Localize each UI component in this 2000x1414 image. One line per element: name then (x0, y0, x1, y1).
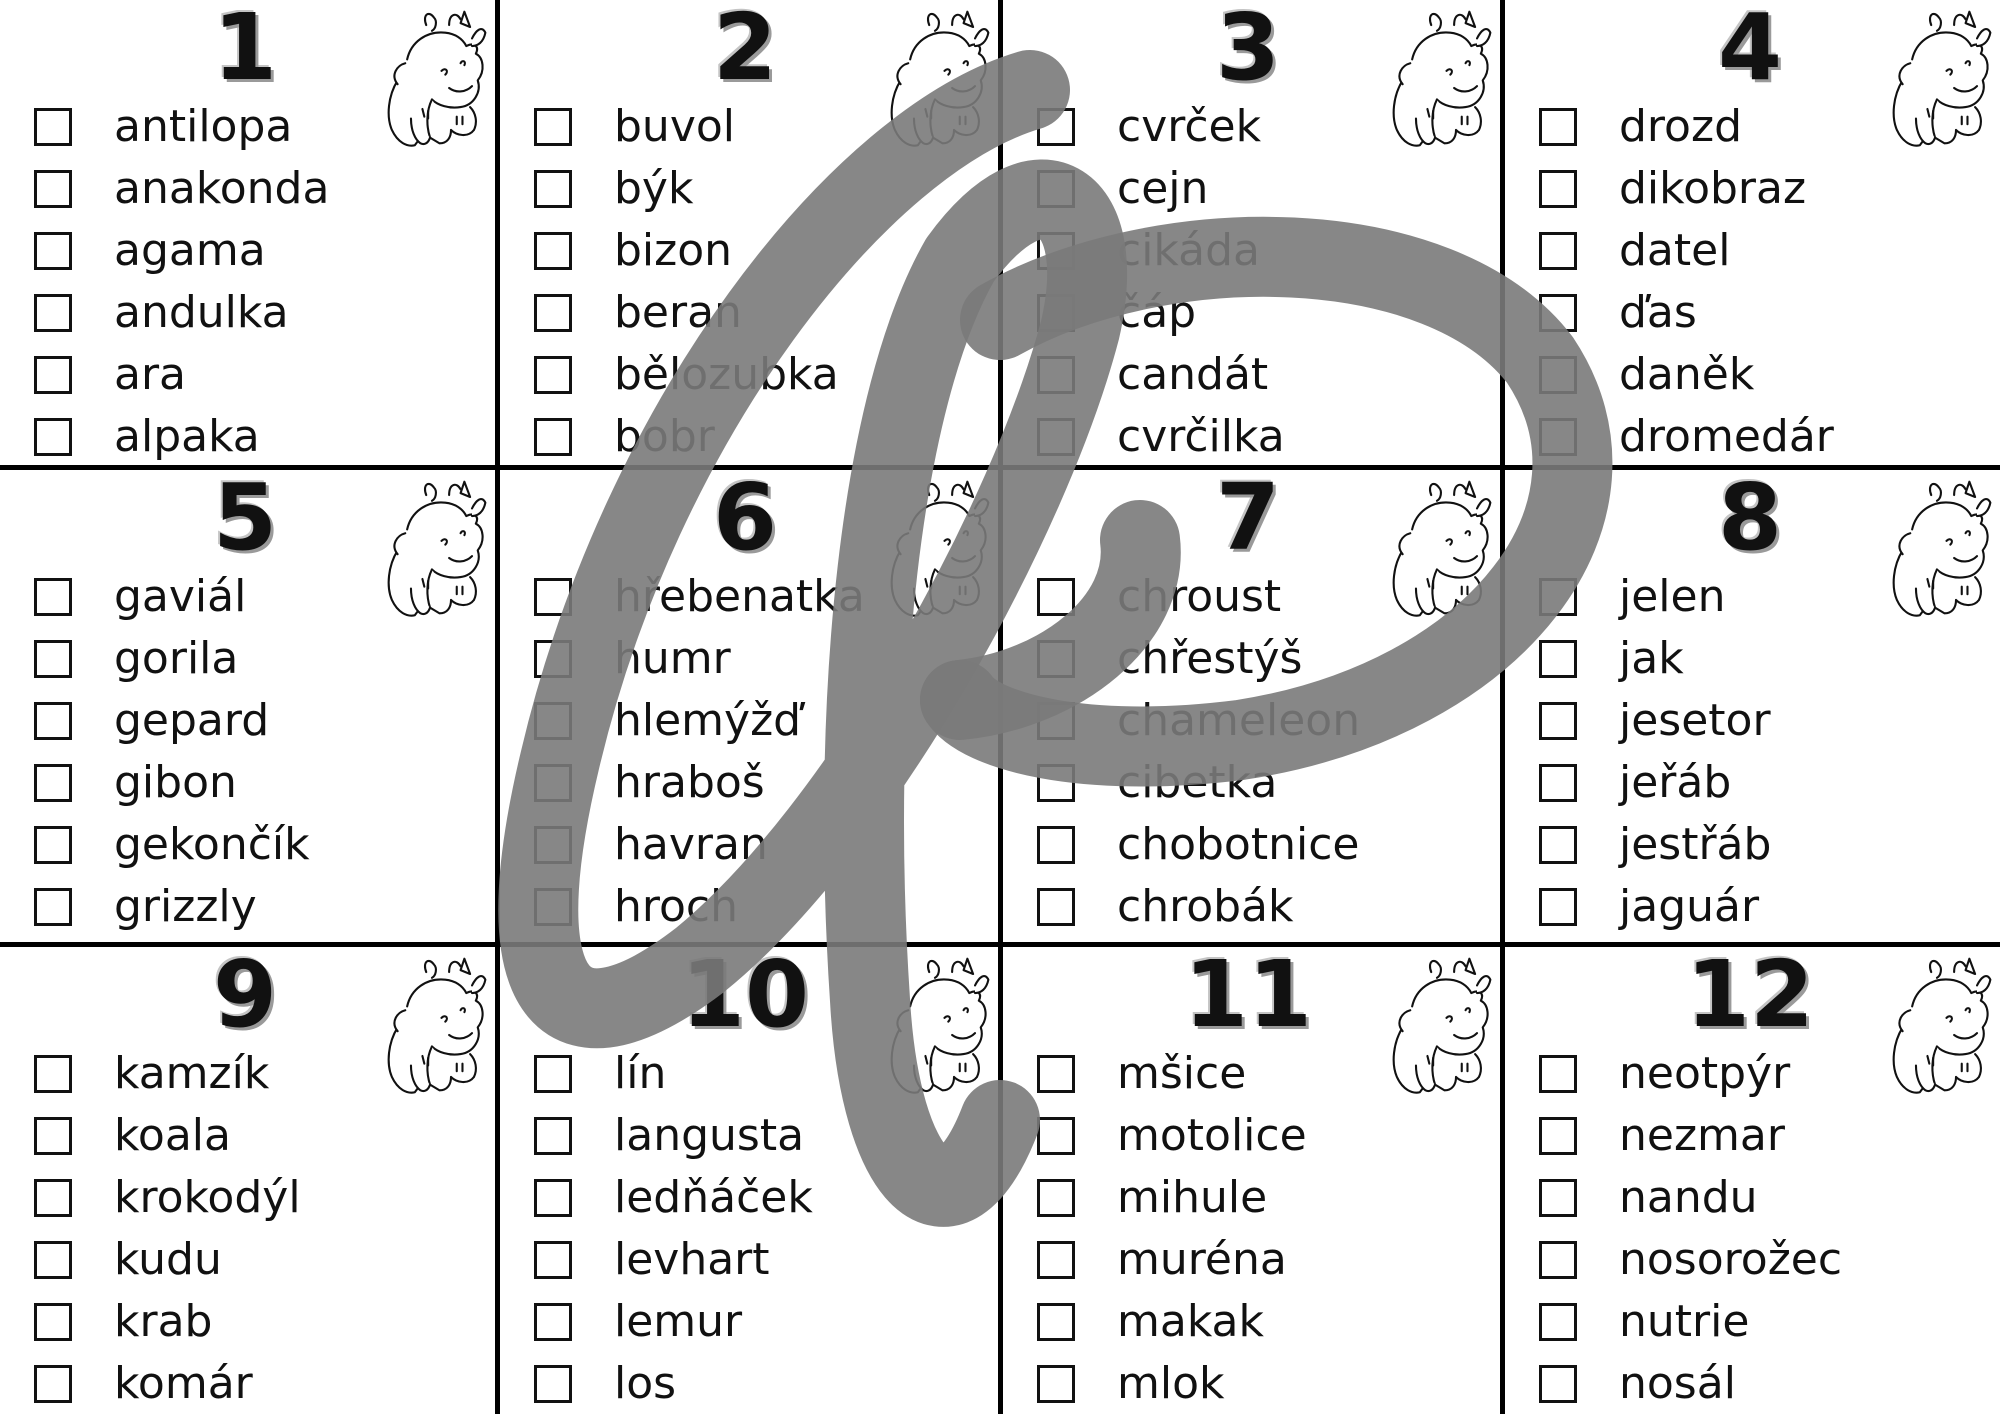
animal-name: chrobák (1117, 881, 1294, 932)
checkbox[interactable] (34, 764, 72, 802)
checkbox[interactable] (534, 1365, 572, 1403)
list-item (534, 814, 865, 876)
checkbox[interactable] (1539, 1365, 1577, 1403)
animal-name: koala (114, 1110, 231, 1161)
animal-name: chobotnice (1117, 819, 1360, 870)
animal-name: dromedár (1619, 411, 1834, 462)
list-item (1037, 96, 1285, 158)
checkbox[interactable] (1037, 1365, 1075, 1403)
group-number: 12 (1685, 947, 1815, 1048)
checkbox[interactable] (1539, 1055, 1577, 1093)
animal-name: hlemýžď (614, 695, 802, 746)
list-item (34, 282, 329, 344)
animal-name: gibon (114, 757, 237, 808)
word-list (1539, 566, 1771, 938)
checkbox[interactable] (34, 702, 72, 740)
checkbox[interactable] (34, 1365, 72, 1403)
list-item (1539, 220, 1834, 282)
list-item (534, 158, 839, 220)
animal-name: gekončík (114, 819, 310, 870)
list-item (1539, 690, 1771, 752)
letter-group-9 (0, 947, 500, 1414)
checkbox[interactable] (1037, 170, 1075, 208)
word-list (1037, 1043, 1307, 1414)
rhino-icon (872, 949, 996, 1101)
group-number: 5 (212, 470, 277, 571)
checkbox[interactable] (1539, 170, 1577, 208)
list-item (1539, 158, 1834, 220)
animal-name: cvrčilka (1117, 411, 1285, 462)
animal-name: krokodýl (114, 1172, 301, 1223)
word-list (534, 1043, 813, 1414)
animal-name: andulka (114, 287, 289, 338)
checkbox[interactable] (1037, 888, 1075, 926)
checkbox[interactable] (534, 294, 572, 332)
animal-name: čáp (1117, 287, 1197, 338)
letter-group-3 (1003, 0, 1505, 470)
letter-group-4 (1505, 0, 2000, 470)
checkbox[interactable] (534, 170, 572, 208)
list-item (34, 814, 310, 876)
group-number: 2 (712, 0, 777, 101)
checkbox[interactable] (534, 418, 572, 456)
checkbox[interactable] (1037, 1055, 1075, 1093)
animal-name: jelen (1619, 571, 1726, 622)
checkbox[interactable] (1539, 294, 1577, 332)
group-number: 7 (1215, 470, 1280, 571)
list-item (1539, 566, 1771, 628)
list-item (534, 876, 865, 938)
letter-group-8 (1505, 470, 2000, 947)
checkbox[interactable] (34, 640, 72, 678)
list-item (534, 344, 839, 406)
list-item (34, 566, 310, 628)
group-number: 3 (1215, 0, 1280, 101)
checkbox[interactable] (534, 108, 572, 146)
list-item (1539, 1105, 1842, 1167)
checkbox[interactable] (534, 1303, 572, 1341)
group-number: 9 (212, 947, 277, 1048)
group-number: 1 (212, 0, 277, 101)
rhino-icon (1374, 2, 1498, 154)
checkbox[interactable] (1539, 232, 1577, 270)
list-item (34, 1229, 301, 1291)
checkbox[interactable] (534, 702, 572, 740)
list-item (1037, 1167, 1307, 1229)
animal-name: beran (614, 287, 742, 338)
animal-name: mlok (1117, 1358, 1225, 1409)
checkbox[interactable] (34, 170, 72, 208)
list-item (34, 752, 310, 814)
checkbox[interactable] (1037, 108, 1075, 146)
rhino-icon (369, 949, 493, 1101)
list-item (1037, 566, 1360, 628)
checkbox[interactable] (1037, 578, 1075, 616)
checkbox[interactable] (534, 232, 572, 270)
list-item (1037, 220, 1285, 282)
list-item (1539, 96, 1834, 158)
checkbox[interactable] (34, 1303, 72, 1341)
animal-name: cvrček (1117, 101, 1262, 152)
list-item (34, 344, 329, 406)
list-item (1037, 814, 1360, 876)
list-item (1539, 344, 1834, 406)
list-item (534, 1043, 813, 1105)
checkbox[interactable] (1037, 232, 1075, 270)
list-item (534, 1229, 813, 1291)
rhino-icon (872, 2, 996, 154)
rhino-icon (1874, 949, 1998, 1101)
animal-name: jeřáb (1619, 757, 1732, 808)
list-item (534, 1167, 813, 1229)
list-item (1037, 1353, 1307, 1414)
animal-name: buvol (614, 101, 735, 152)
list-item (34, 406, 329, 468)
list-item (34, 690, 310, 752)
rhino-icon (872, 472, 996, 624)
list-item (1539, 1043, 1842, 1105)
animal-name: krab (114, 1296, 213, 1347)
checkbox[interactable] (534, 764, 572, 802)
checkbox[interactable] (34, 1117, 72, 1155)
animal-name: chřestýš (1117, 633, 1303, 684)
checkbox[interactable] (1037, 1117, 1075, 1155)
word-list (1037, 96, 1285, 468)
animal-name: ledňáček (614, 1172, 813, 1223)
checkbox[interactable] (534, 1117, 572, 1155)
list-item (34, 1105, 301, 1167)
checkbox[interactable] (534, 578, 572, 616)
checkbox[interactable] (1037, 702, 1075, 740)
checkbox[interactable] (1539, 888, 1577, 926)
checkbox[interactable] (534, 1179, 572, 1217)
animal-name: daněk (1619, 349, 1755, 400)
rhino-icon (369, 2, 493, 154)
checkbox[interactable] (34, 232, 72, 270)
checkbox[interactable] (534, 1241, 572, 1279)
animal-name: lemur (614, 1296, 743, 1347)
list-item (534, 282, 839, 344)
animal-name: cikáda (1117, 225, 1260, 276)
checkbox[interactable] (1037, 356, 1075, 394)
animal-name: makak (1117, 1296, 1264, 1347)
checkbox[interactable] (1037, 294, 1075, 332)
list-item (1539, 814, 1771, 876)
checkbox[interactable] (34, 1241, 72, 1279)
list-item (1037, 406, 1285, 468)
checkbox[interactable] (1037, 1179, 1075, 1217)
checkbox[interactable] (34, 356, 72, 394)
checkbox[interactable] (534, 1055, 572, 1093)
animal-name: býk (614, 163, 694, 214)
list-item (34, 628, 310, 690)
animal-name: datel (1619, 225, 1731, 276)
list-item (1539, 1229, 1842, 1291)
list-item (534, 406, 839, 468)
list-item (1539, 1167, 1842, 1229)
list-item (1539, 406, 1834, 468)
list-item (534, 1353, 813, 1414)
list-item (1539, 1353, 1842, 1414)
animal-name: komár (114, 1358, 253, 1409)
list-item (1539, 282, 1834, 344)
checkbox[interactable] (34, 826, 72, 864)
animal-name: dikobraz (1619, 163, 1807, 214)
animal-name: antilopa (114, 101, 293, 152)
animal-name: langusta (614, 1110, 805, 1161)
animal-name: bobr (614, 411, 715, 462)
list-item (1037, 1291, 1307, 1353)
animal-name: nezmar (1619, 1110, 1785, 1161)
animal-name: levhart (614, 1234, 770, 1285)
animal-name: agama (114, 225, 266, 276)
word-list (34, 96, 329, 468)
letter-group-5 (0, 470, 500, 947)
animal-name: candát (1117, 349, 1269, 400)
list-item (534, 220, 839, 282)
checkbox[interactable] (1037, 1303, 1075, 1341)
checkbox[interactable] (34, 294, 72, 332)
animal-name: mihule (1117, 1172, 1268, 1223)
checkbox[interactable] (534, 640, 572, 678)
animal-name: jak (1619, 633, 1684, 684)
list-item (1037, 752, 1360, 814)
list-item (1037, 876, 1360, 938)
checkbox[interactable] (1037, 640, 1075, 678)
group-number: 6 (712, 470, 777, 571)
checkbox[interactable] (1539, 1241, 1577, 1279)
list-item (1037, 690, 1360, 752)
group-number: 8 (1717, 470, 1782, 571)
animal-name: kamzík (114, 1048, 270, 1099)
list-item (1037, 1043, 1307, 1105)
list-item (534, 690, 865, 752)
checkbox[interactable] (34, 1055, 72, 1093)
list-item (534, 566, 865, 628)
checkbox[interactable] (34, 578, 72, 616)
word-list (534, 566, 865, 938)
animal-name: hraboš (614, 757, 765, 808)
checkbox[interactable] (534, 356, 572, 394)
list-item (34, 876, 310, 938)
checkbox[interactable] (1539, 1179, 1577, 1217)
list-item (34, 220, 329, 282)
list-item (1037, 628, 1360, 690)
animal-name: jaguár (1619, 881, 1760, 932)
list-item (34, 1043, 301, 1105)
list-item (1037, 282, 1285, 344)
checkbox[interactable] (1539, 1303, 1577, 1341)
checkbox[interactable] (1539, 578, 1577, 616)
rhino-icon (1874, 2, 1998, 154)
animal-name: ďas (1619, 287, 1697, 338)
rhino-icon (1374, 472, 1498, 624)
list-item (534, 752, 865, 814)
animal-name: nosál (1619, 1358, 1736, 1409)
animal-name: humr (614, 633, 731, 684)
letter-group-10 (500, 947, 1003, 1414)
rhino-icon (369, 472, 493, 624)
rhino-icon (1874, 472, 1998, 624)
checkbox[interactable] (1539, 418, 1577, 456)
list-item (34, 158, 329, 220)
animal-name: neotpýr (1619, 1048, 1791, 1099)
list-item (534, 1105, 813, 1167)
checkbox[interactable] (34, 1179, 72, 1217)
checkbox[interactable] (34, 108, 72, 146)
letter-group-7 (1003, 470, 1505, 947)
checkbox[interactable] (1539, 702, 1577, 740)
animal-name: gorila (114, 633, 239, 684)
word-list (34, 566, 310, 938)
list-item (1539, 628, 1771, 690)
animal-name: nutrie (1619, 1296, 1750, 1347)
animal-name: hřebenatka (614, 571, 865, 622)
group-number: 4 (1717, 0, 1782, 101)
letter-group-6 (500, 470, 1003, 947)
checkbox[interactable] (1539, 356, 1577, 394)
list-item (34, 1353, 301, 1414)
animal-name: alpaka (114, 411, 260, 462)
rhino-icon (1374, 949, 1498, 1101)
animal-name: chameleon (1117, 695, 1361, 746)
checkbox[interactable] (1037, 826, 1075, 864)
animal-name: los (614, 1358, 677, 1409)
animal-name: mšice (1117, 1048, 1247, 1099)
word-list (1539, 1043, 1842, 1414)
list-item (34, 96, 329, 158)
list-item (1037, 1229, 1307, 1291)
list-item (534, 1291, 813, 1353)
animal-name: chroust (1117, 571, 1282, 622)
animal-name: anakonda (114, 163, 330, 214)
checkbox[interactable] (1037, 1241, 1075, 1279)
animal-name: gaviál (114, 571, 247, 622)
checkbox[interactable] (534, 826, 572, 864)
word-list (1037, 566, 1360, 938)
list-item (1037, 158, 1285, 220)
animal-name: jesetor (1619, 695, 1771, 746)
animal-name: bizon (614, 225, 733, 276)
animal-name: kudu (114, 1234, 222, 1285)
word-list (534, 96, 839, 468)
animal-name: havran (614, 819, 768, 870)
checkbox[interactable] (1539, 1117, 1577, 1155)
animal-name: motolice (1117, 1110, 1307, 1161)
group-number: 10 (680, 947, 810, 1048)
word-list (34, 1043, 301, 1414)
animal-name: grizzly (114, 881, 257, 932)
list-item (1539, 1291, 1842, 1353)
list-item (1539, 752, 1771, 814)
checkbox[interactable] (1037, 764, 1075, 802)
list-item (1037, 1105, 1307, 1167)
animal-name: hroch (614, 881, 739, 932)
group-number: 11 (1183, 947, 1313, 1048)
word-list (1539, 96, 1834, 468)
animal-name: cejn (1117, 163, 1209, 214)
animal-name: drozd (1619, 101, 1742, 152)
checkbox[interactable] (1037, 418, 1075, 456)
animal-name: cibetka (1117, 757, 1278, 808)
letter-group-2 (500, 0, 1003, 470)
letter-group-11 (1003, 947, 1505, 1414)
list-item (34, 1167, 301, 1229)
checkbox[interactable] (1539, 826, 1577, 864)
animal-name: lín (614, 1048, 667, 1099)
animal-name: nandu (1619, 1172, 1758, 1223)
checkbox[interactable] (534, 888, 572, 926)
animal-name: jestřáb (1619, 819, 1772, 870)
animal-name: nosorožec (1619, 1234, 1843, 1285)
animal-name: gepard (114, 695, 270, 746)
animal-name: ara (114, 349, 187, 400)
animal-name: bělozubka (614, 349, 839, 400)
checkbox[interactable] (1539, 108, 1577, 146)
letter-group-12 (1505, 947, 2000, 1414)
checkbox[interactable] (34, 888, 72, 926)
list-item (34, 1291, 301, 1353)
list-item (1037, 344, 1285, 406)
checkbox[interactable] (1539, 764, 1577, 802)
animal-name: muréna (1117, 1234, 1287, 1285)
list-item (1539, 876, 1771, 938)
checkbox[interactable] (34, 418, 72, 456)
list-item (534, 96, 839, 158)
letter-group-1 (0, 0, 500, 470)
list-item (534, 628, 865, 690)
checkbox[interactable] (1539, 640, 1577, 678)
